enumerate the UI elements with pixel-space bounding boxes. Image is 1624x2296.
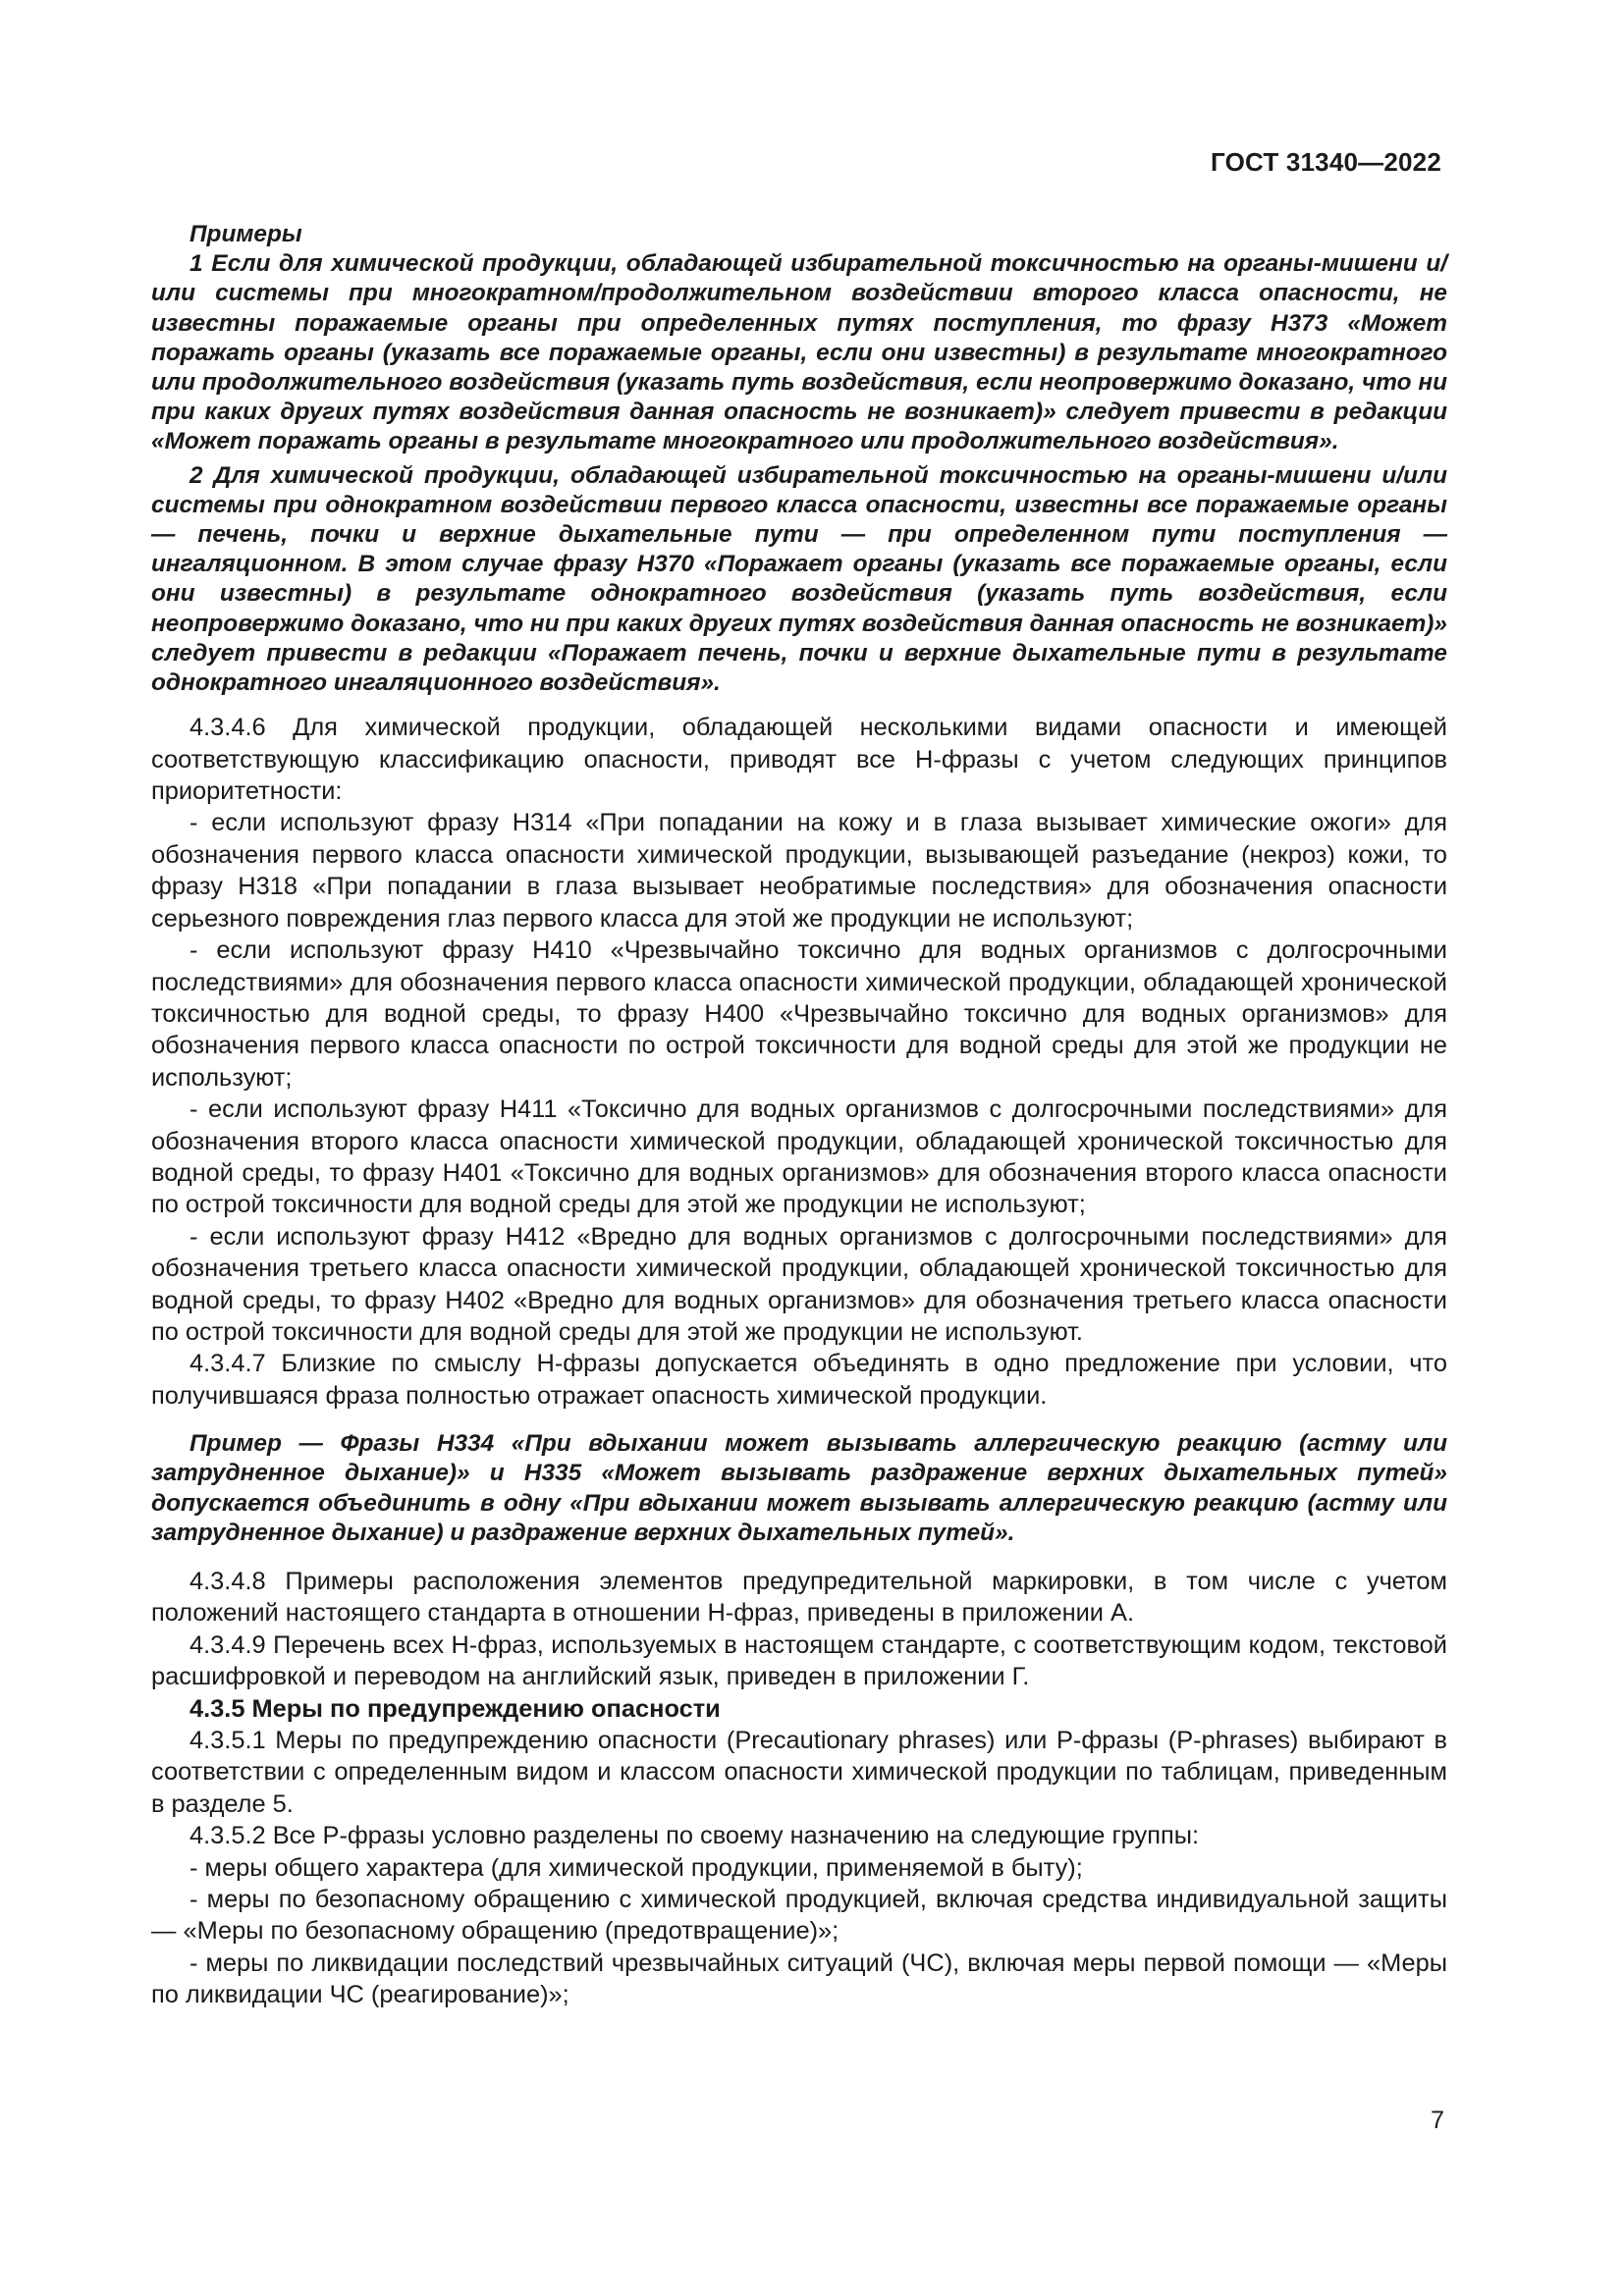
page-body	[151, 220, 1447, 2011]
list-item-general-measures: - меры общего характера (для химической продукции, применяемой в быту);	[189, 1853, 1083, 1882]
paragraph-4-3-4-6: 4.3.4.6 Для химической продукции, обладающей несколькими видами опасности и имеющей соответствующую классификацию опасности, приводят все Н-фразы с учетом следующих принципов приоритетности:	[151, 714, 1447, 806]
example-2: 2 Для химической продукции, обладающей избирательной токсичностью на органы-мишени и/или системы при однократном воздействии первого класса опасности, известны все поражаемые органы — печень, почки и верхние дыхательные пути — при определенном пути поступления — ингаляционном. В этом случае фразу Н370 «Поражает органы (указать все поражаемые органы, если они известны) в результате однократного воздействия (указать путь воздействия, если неопровержимо доказано, что ни при каких других путях воздействия данная опасность не возникает)» следует привести в редакции «Поражает печень, почки и верхние дыхательные пути в результате однократного ингаляционного воздействия».	[151, 461, 1447, 697]
paragraph-4-3-4-8: 4.3.4.8 Примеры расположения элементов предупредительной маркировки, в том числе с учетом положений настоящего стандарта в отношении Н-фраз, приведены в приложении А.	[151, 1568, 1447, 1628]
paragraph-4-3-4-7: 4.3.4.7 Близкие по смыслу Н-фразы допускается объединять в одно предложение при условии, что получившаяся фраза полностью отражает опасность химической продукции.	[151, 1350, 1447, 1410]
section-heading-4-3-5: 4.3.5 Меры по предупреждению опасности	[189, 1694, 721, 1723]
list-item-emergency-response: - меры по ликвидации последствий чрезвычайных ситуаций (ЧС), включая меры первой помощи — «Меры по ликвидации ЧС (реагирование)»;	[151, 1949, 1447, 2009]
paragraph-4-3-5-2: 4.3.5.2 Все Р-фразы условно разделены по своему назначению на следующие группы:	[189, 1822, 1200, 1850]
standard-header: ГОСТ 31340—2022	[1211, 147, 1441, 177]
list-item-safe-handling: - меры по безопасному обращению с химической продукцией, включая средства индивидуальной защиты — «Меры по безопасному обращению (предотвращение)»;	[151, 1886, 1447, 1946]
list-item-h410: - если используют фразу Н410 «Чрезвычайно токсично для водных организмов с долгосрочными последствиями» для обозначения первого класса опасности химической продукции, обладающей хронической токсичностью для водной среды, то фразу Н400 «Чрезвычайно токсично для водных организмов» для обозначения первого класса опасности по острой токсичности для водной среды для этой же продукции не используют;	[151, 936, 1447, 1092]
paragraph-4-3-4-9: 4.3.4.9 Перечень всех Н-фраз, используемых в настоящем стандарте, с соответствующим кодом, текстовой расшифровкой и переводом на английский язык, приведен в приложении Г.	[151, 1630, 1447, 1691]
page-number: 7	[1431, 2107, 1444, 2134]
examples-title: Примеры	[189, 221, 302, 247]
list-item-h412: - если используют фразу Н412 «Вредно для водных организмов с долгосрочными последствиями» для обозначения третьего класса опасности химической продукции, обладающей хронической токсичностью для водной среды, то фразу Н402 «Вредно для водных организмов» для обозначения третьего класса опасности по острой токсичности для водной среды для этой же продукции не используют.	[151, 1222, 1447, 1346]
example-1: 1 Если для химической продукции, обладающей избирательной токсичностью на органы-мишени и/или системы при многократном/продолжительном воздействии второго класса опасности, не известны поражаемые органы при определенных путях поступления, то фразу Н373 «Может поражать органы (указать все поражаемые органы, если они известны) в результате многократного или продолжительного воздействия (указать путь воздействия, если неопровержимо доказано, что ни при каких других путях воздействия данная опасность не возникает)» следует привести в редакции «Может поражать органы в результате многократного или продолжительного воздействия».	[151, 250, 1447, 455]
list-item-h314: - если используют фразу Н314 «При попадании на кожу и в глаза вызывает химические ожоги» для обозначения первого класса опасности химической продукции, вызывающей разъедание (некроз) кожи, то фразу Н318 «При попадании в глаза вызывает необратимые последствия» для обозначения опасности серьезного повреждения глаз первого класса для этой же продукции не используют;	[151, 809, 1447, 933]
example-combined-phrases: Пример — Фразы Н334 «При вдыхании может вызывать аллергическую реакцию (астму или затрудненное дыхание)» и Н335 «Может вызывать раздражение верхних дыхательных путей» допускается объединить в одну «При вдыхании может вызывать аллергическую реакцию (астму или затрудненное дыхание) и раздражение верхних дыхательных путей».	[151, 1430, 1447, 1546]
paragraph-4-3-5-1: 4.3.5.1 Меры по предупреждению опасности (Precautionary phrases) или Р-фразы (P-phrases) выбирают в соответствии с определенным видом и классом опасности химической продукции по таблицам, приведенным в разделе 5.	[151, 1727, 1447, 1818]
list-item-h411: - если используют фразу Н411 «Токсично для водных организмов с долгосрочными последствиями» для обозначения второго класса опасности химической продукции, обладающей хронической токсичностью для водной среды, то фразу Н401 «Токсично для водных организмов» для обозначения второго класса опасности по острой токсичности для водной среды для этой же продукции не используют;	[151, 1095, 1447, 1219]
